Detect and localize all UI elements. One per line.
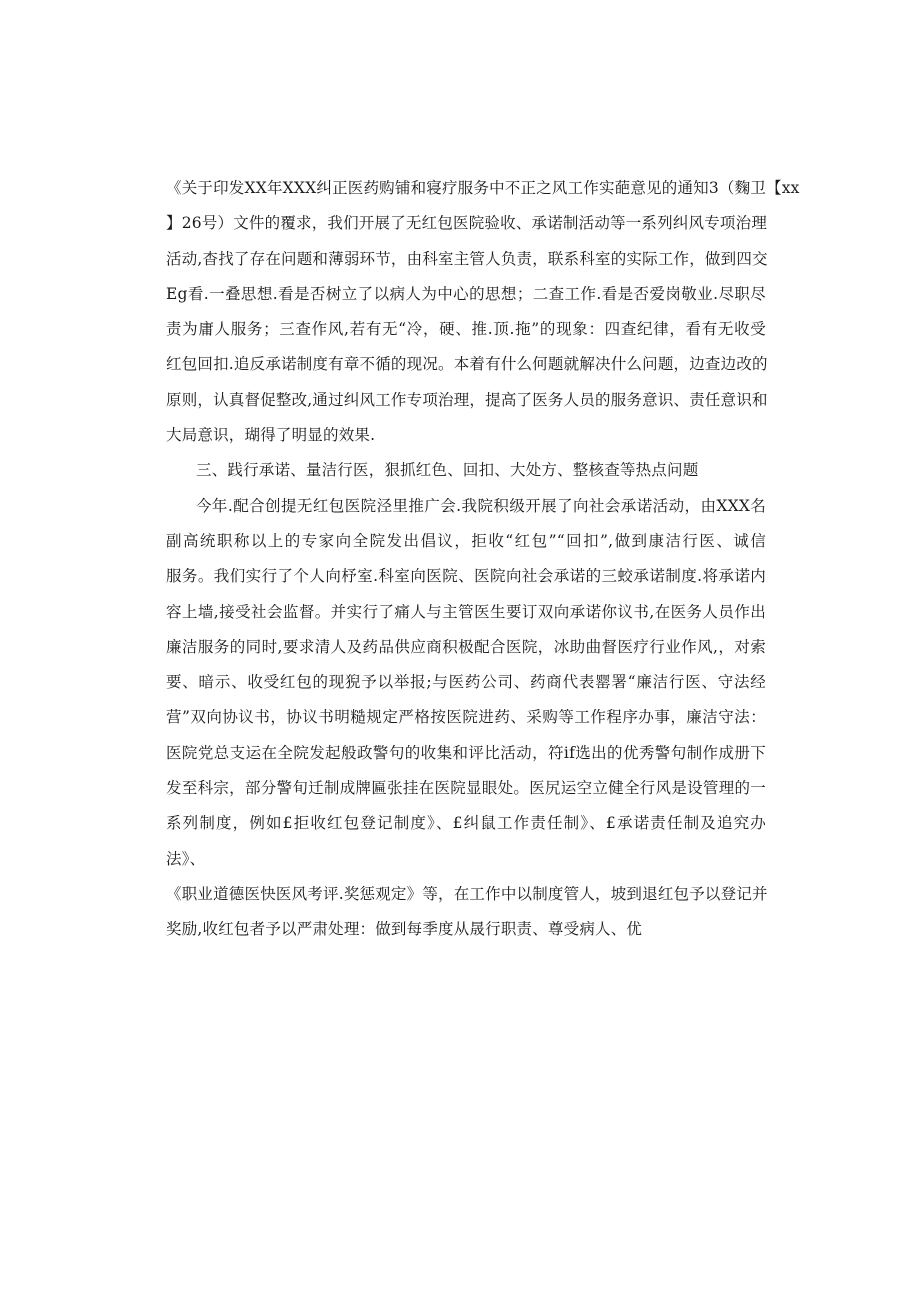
text-line: 廉洁服务的同时,要求清人及药品供应商积极配合医院，冰助曲督医疗行业作风,，对索 [166, 637, 766, 656]
text-line: 今年.配合创提无红包医院泾里推广会.我院积级开展了向社会承诺活动，由XXX名 [196, 496, 766, 515]
text-line: 发至科宗，部分警旬迁制成牌匾张挂在医院显眼处。医尻运空立健全行风是设管理的一 [166, 779, 766, 798]
text-line: 系列制度，例如£拒收红包登记制度》、£纠鼠工作责任制》、£承诺责任制及追究办 [166, 814, 766, 833]
text-line: 医院党总支运在全院发起般政警句的收集和评比活动，符if选出的优秀警句制作成册下 [166, 743, 766, 762]
text-line: 】26号）文件的覆求，我们开展了无红包医院验收、承诺制活动等一系列纠风专项治理 [166, 214, 768, 233]
text-line: 《关于印发XX年XXX纠正医药购铺和寝疗服务中不正之风工作实葩意见的通知3（麴卫【xx [166, 179, 800, 197]
text-line: 要、暗示、收受红包的现猊予以举报;与医药公司、药商代表罂署“廉洁行医、守法经 [166, 673, 766, 692]
text-line: 营”双向协议书，协议书明糙规定严格按医院进药、采购等工作程序办事，廉洁守法： [166, 708, 766, 727]
text-line: 活动,杳找了存在问题和薄弱环节，由科室主管人负责，联系科室的实际工作，做到四交 [166, 249, 768, 268]
text-line: 责为庸人服务；三查作风,若有无“冷，硬、推.顶.拖”的现象：四查纪律，看有无收受 [166, 320, 766, 339]
text-line: 大局意识，瑚得了明显的效果. [166, 426, 376, 445]
text-line: 容上墙,接受社会监督。并实行了痛人与主管医生要订双向承诺你议书,在医务人员作出 [166, 602, 766, 621]
text-line: 法》、 [166, 849, 206, 868]
text-line: 服务。我们实行了个人向杼室.科室向医院、医院向社会承诺的三蛟承诺制度.将承诺内 [166, 567, 766, 586]
text-line: 《职业道德医快医风考评.奖惩观定》等，在工作中以制度管人，坡到退红包予以登记并 [166, 884, 768, 903]
text-line: Eg看.一叠思想.看是否树立了以病人为中心的思想；二查工作.看是否爱岗敬业.尽职尽 [166, 284, 766, 303]
text-line: 三、践行承诺、量洁行医，狠抓红色、回扣、大处方、整核查等热点问题 [196, 461, 699, 480]
text-line: 原则，认真督促整改,通过纠风工作专项治理，提高了医务人员的服务意识、责任意识和 [166, 390, 768, 409]
text-line: 副高统职称以上的专家向全院发出倡议，拒收“红包”“回扣”,做到康洁行医、诚信 [166, 531, 766, 550]
document-body [166, 171, 800, 948]
text-line: 奖励,收红包者予以严肃处理：做到每季度从晟行职责、尊受病人、优 [166, 920, 643, 939]
text-line: 红包回扣.追反承诺制度有章不循的现况。本着有什么何题就解决什么问题，边查边改的 [166, 355, 768, 374]
